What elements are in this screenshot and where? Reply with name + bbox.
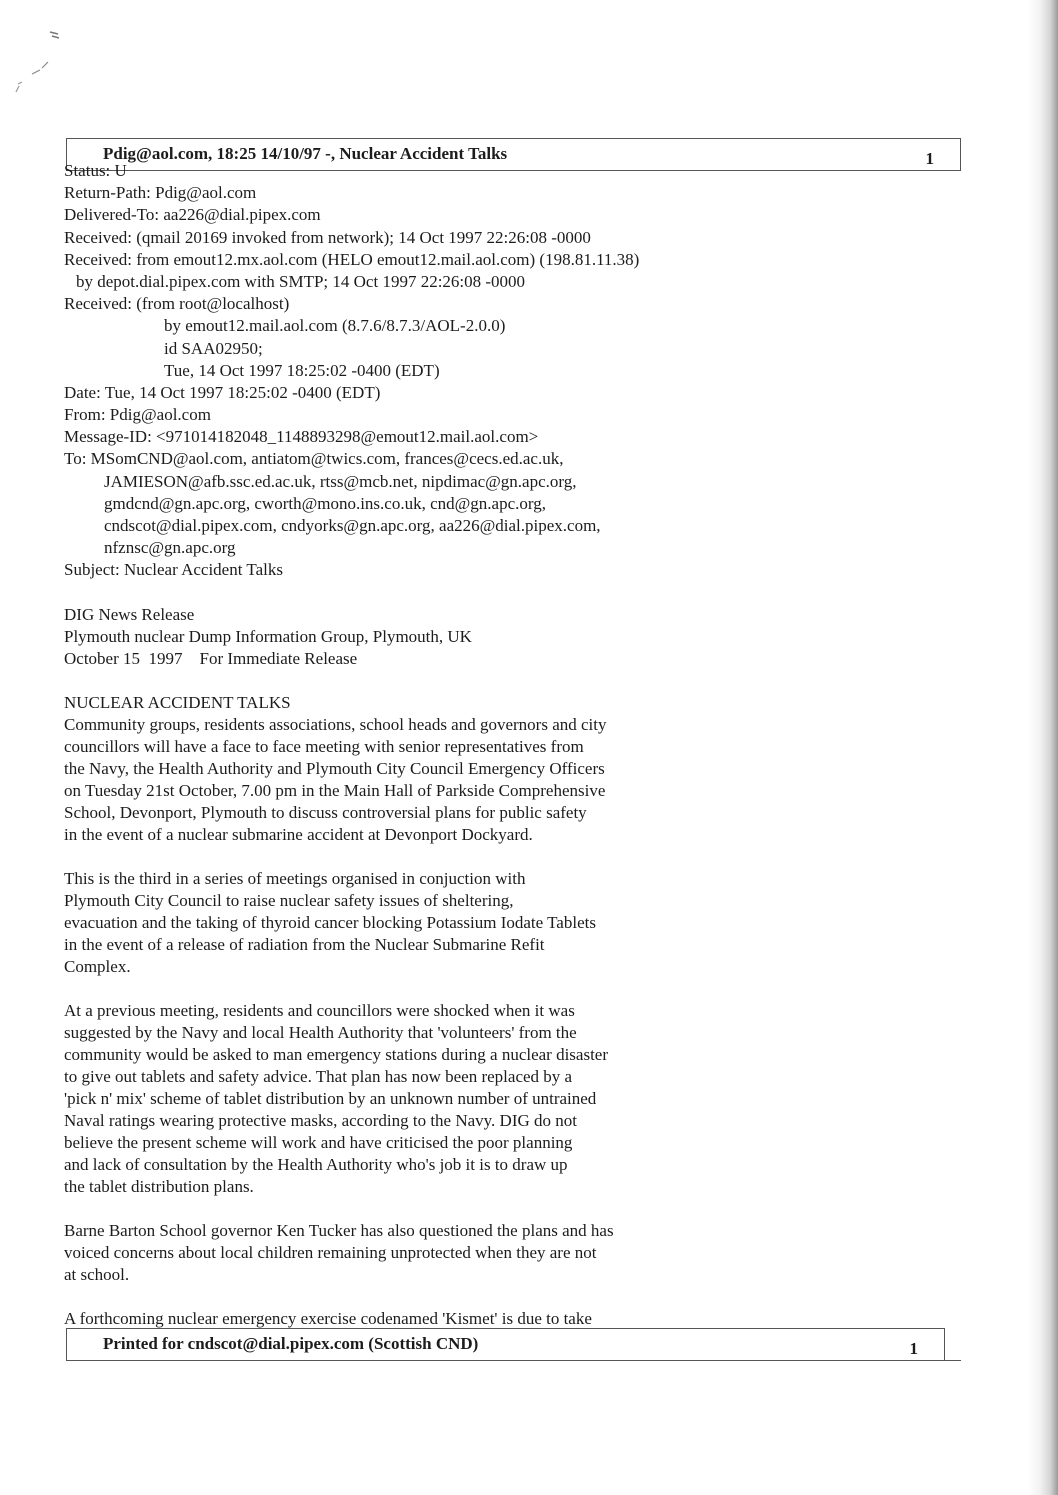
- paragraph-line: Naval ratings wearing protective masks, according to the Navy. DIG do not: [64, 1111, 577, 1131]
- header-line: To: MSomCND@aol.com, antiatom@twics.com, frances@cecs.ed.ac.uk,: [64, 449, 564, 469]
- header-line: id SAA02950;: [164, 338, 263, 358]
- header-line: nfznsc@gn.apc.org: [104, 538, 236, 558]
- paragraph-line: councillors will have a face to face meeting with senior representatives from: [64, 737, 584, 757]
- release-line: DIG News Release: [64, 604, 195, 624]
- paragraph: [64, 1000, 754, 1198]
- header-line: by emout12.mail.aol.com (8.7.6/8.7.3/AOL-2.0.0): [164, 316, 506, 336]
- header-line: Date: Tue, 14 Oct 1997 18:25:02 -0400 (EDT): [64, 382, 381, 402]
- header-line: JAMIESON@afb.ssc.ed.ac.uk, rtss@mcb.net, nipdimac@gn.apc.org,: [104, 471, 577, 491]
- paragraph-line: suggested by the Navy and local Health Authority that 'volunteers' from the: [64, 1023, 577, 1043]
- release-line: Plymouth nuclear Dump Information Group, Plymouth, UK: [64, 626, 472, 646]
- footer-title: Printed for cndscot@dial.pipex.com (Scottish CND): [103, 1334, 479, 1353]
- release-heading: NUCLEAR ACCIDENT TALKS: [64, 693, 291, 713]
- paragraph: [64, 714, 754, 846]
- paragraph: [64, 868, 754, 978]
- header-title: Pdig@aol.com, 18:25 14/10/97 -, Nuclear Accident Talks: [103, 144, 508, 163]
- release-line: October 15 1997 For Immediate Release: [64, 648, 358, 668]
- header-line: Subject: Nuclear Accident Talks: [64, 560, 283, 580]
- paragraph-line: the tablet distribution plans.: [64, 1177, 254, 1197]
- scan-mark: [12, 26, 72, 96]
- header-line: gmdcnd@gn.apc.org, cworth@mono.ins.co.uk, cnd@gn.apc.org,: [104, 493, 546, 513]
- footer-page-number: 1: [909, 1339, 918, 1358]
- header-line: Status: U: [64, 161, 127, 180]
- paragraph-line: Community groups, residents associations, school heads and governors and city: [64, 715, 607, 735]
- paragraph-line: At a previous meeting, residents and councillors were shocked when it was: [64, 1001, 575, 1021]
- email-body: [64, 160, 754, 1330]
- header-line: Received: (from root@localhost): [64, 294, 290, 314]
- header-line: Received: from emout12.mx.aol.com (HELO emout12.mail.aol.com) (198.81.11.38): [64, 249, 640, 269]
- print-footer-bar: [66, 1328, 945, 1361]
- header-line: Return-Path: Pdig@aol.com: [64, 183, 257, 203]
- header-line: Tue, 14 Oct 1997 18:25:02 -0400 (EDT): [164, 360, 440, 380]
- paragraph-line: believe the present scheme will work and have criticised the poor planning: [64, 1133, 573, 1153]
- paragraph-line: voiced concerns about local children remaining unprotected when they are not: [64, 1243, 597, 1263]
- blank-line: [64, 1286, 754, 1308]
- paragraph-line: Barne Barton School governor Ken Tucker has also questioned the plans and has: [64, 1221, 614, 1241]
- paragraph: [64, 1308, 754, 1330]
- blank-line: [64, 978, 754, 1000]
- paragraph-line: This is the third in a series of meetings organised in conjuction with: [64, 869, 526, 889]
- paragraph-line: and lack of consultation by the Health Authority who's job it is to draw up: [64, 1155, 568, 1175]
- paragraph-line: A forthcoming nuclear emergency exercise codenamed 'Kismet' is due to take: [64, 1309, 592, 1329]
- header-line: Message-ID: <971014182048_1148893298@emout12.mail.aol.com>: [64, 427, 539, 447]
- paragraph-line: at school.: [64, 1265, 130, 1285]
- header-page-number: 1: [925, 149, 934, 168]
- page-edge-shadow: [1028, 0, 1058, 1495]
- header-line: cndscot@dial.pipex.com, cndyorks@gn.apc.org, aa226@dial.pipex.com,: [104, 516, 601, 535]
- blank-line: [64, 670, 754, 692]
- paragraph-line: to give out tablets and safety advice. That plan has now been replaced by a: [64, 1067, 573, 1087]
- paragraph-line: on Tuesday 21st October, 7.00 pm in the Main Hall of Parkside Comprehensive: [64, 781, 606, 801]
- blank-line: [64, 582, 754, 604]
- header-line: Received: (qmail 20169 invoked from network); 14 Oct 1997 22:26:08 -0000: [64, 227, 591, 247]
- paragraph-line: Plymouth City Council to raise nuclear safety issues of sheltering,: [64, 891, 514, 911]
- paragraph-line: community would be asked to man emergency stations during a nuclear disaster: [64, 1045, 609, 1065]
- paragraph-line: School, Devonport, Plymouth to discuss controversial plans for public safety: [64, 803, 587, 823]
- paragraph-line: in the event of a nuclear submarine accident at Devonport Dockyard.: [64, 825, 533, 845]
- paragraph-line: evacuation and the taking of thyroid cancer blocking Potassium Iodate Tablets: [64, 913, 596, 933]
- header-line: by depot.dial.pipex.com with SMTP; 14 Oct 1997 22:26:08 -0000: [76, 271, 526, 291]
- paragraph: [64, 1220, 754, 1286]
- paragraph-line: the Navy, the Health Authority and Plymouth City Council Emergency Officers: [64, 759, 605, 779]
- header-line: From: Pdig@aol.com: [64, 405, 211, 425]
- blank-line: [64, 846, 754, 868]
- paragraph-line: 'pick n' mix' scheme of tablet distribution by an unknown number of untrained: [64, 1089, 597, 1109]
- paragraph-line: in the event of a release of radiation from the Nuclear Submarine Refit: [64, 935, 545, 955]
- header-line: Delivered-To: aa226@dial.pipex.com: [64, 205, 321, 225]
- blank-line: [64, 1198, 754, 1220]
- paragraph-line: Complex.: [64, 957, 131, 977]
